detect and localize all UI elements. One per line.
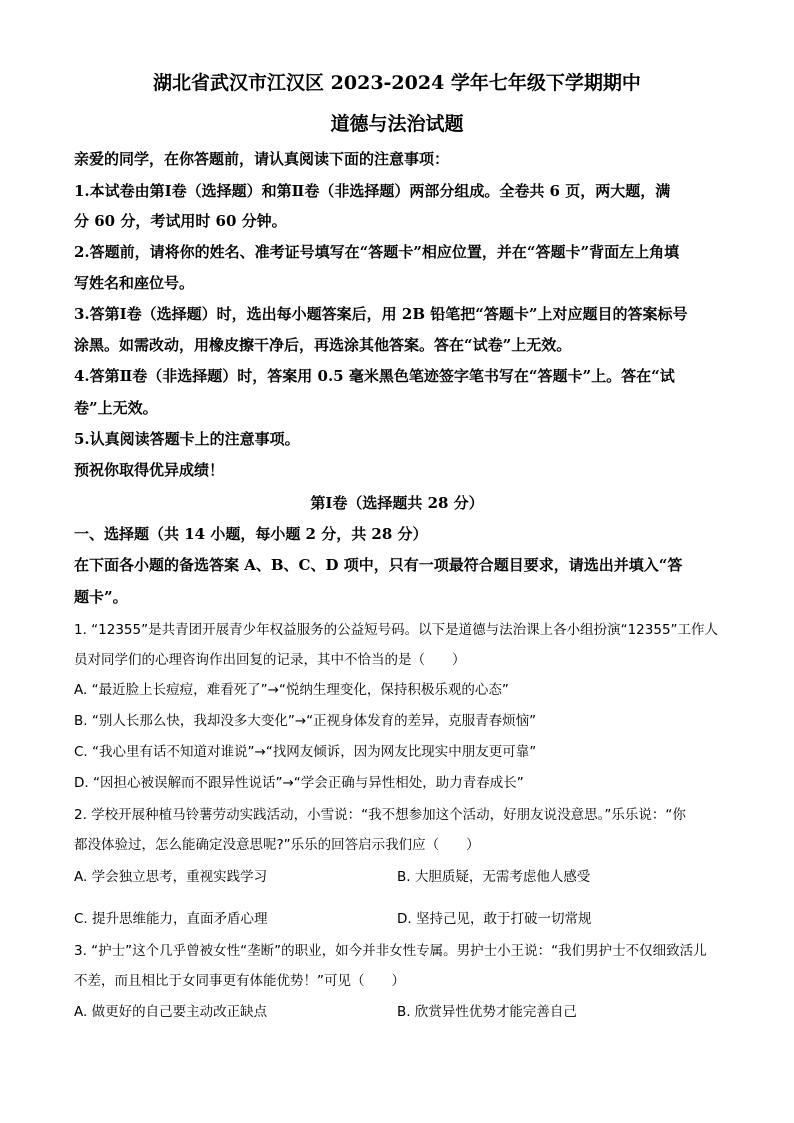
- notice-item-4a: 4.答第Ⅱ卷（非选择题）时，答案用 0.5 毫米黑色笔迹签字笔书写在“答题卡”上。答在“试: [74, 367, 675, 385]
- q2-option-c: C. 提升思维能力，直面矛盾心理: [74, 911, 268, 927]
- notice-item-1a: 1.本试卷由第Ⅰ卷（选择题）和第Ⅱ卷（非选择题）两部分组成。全卷共 6 页，两大题，满: [74, 182, 671, 200]
- q2-option-b: B. 大胆质疑，无需考虑他人感受: [397, 869, 591, 885]
- q2-option-d: D. 坚持己见，敢于打破一切常规: [397, 911, 592, 927]
- q1-stem-b: 员对同学们的心理咨询作出回复的记录，其中不恰当的是（ ）: [74, 652, 466, 668]
- exam-title: 湖北省武汉市江汉区 2023-2024 学年七年级下学期期中: [153, 72, 641, 94]
- q2-stem-b: 都没体验过，怎么能确定没意思呢?”乐乐的回答启示我们应（ ）: [74, 837, 480, 853]
- q3-option-a: A. 做更好的自己要主动改正缺点: [74, 1004, 268, 1020]
- part1-heading: 一、选择题（共 14 小题，每小题 2 分，共 28 分）: [74, 525, 428, 543]
- notice-intro: 亲爱的同学，在你答题前，请认真阅读下面的注意事项：: [74, 150, 450, 168]
- part1-instruction-b: 题卡”。: [74, 588, 128, 606]
- notice-wish: 预祝你取得优异成绩！: [74, 461, 225, 479]
- notice-item-5: 5.认真阅读答题卡上的注意事项。: [74, 430, 300, 448]
- q2-stem-a: 2. 学校开展种植马铃薯劳动实践活动，小雪说：“我不想参加这个活动，好朋友说没意思。”乐乐说：“你: [74, 807, 686, 823]
- q3-stem-b: 不差，而且相比于女同事更有体能优势！”可见（ ）: [74, 973, 405, 989]
- q1-option-a: A. “最近脸上长痘痘，难看死了”→“悦纳生理变化，保持积极乐观的心态”: [74, 682, 509, 698]
- notice-item-4b: 卷”上无效。: [74, 399, 158, 417]
- q1-option-c: C. “我心里有话不知道对谁说”→“找网友倾诉，因为网友比现实中朋友更可靠”: [74, 744, 537, 760]
- notice-item-3a: 3.答第Ⅰ卷（选择题）时，选出每小题答案后，用 2B 铅笔把“答题卡”上对应题目的答案标号: [74, 305, 688, 323]
- notice-item-3b: 涂黑。如需改动，用橡皮擦干净后，再选涂其他答案。答在“试卷”上无效。: [74, 336, 572, 354]
- part1-instruction-a: 在下面各小题的备选答案 A、B、C、D 项中，只有一项最符合题目要求，请选出并填入“答: [74, 556, 683, 574]
- q1-option-d: D. “因担心被误解而不跟异性说话”→“学会正确与异性相处，助力青春成长”: [74, 775, 524, 791]
- q1-option-b: B. “别人长那么快，我却没多大变化”→“正视身体发育的差异，克服青春烦恼”: [74, 713, 537, 729]
- notice-item-2a: 2.答题前，请将你的姓名、准考证号填写在“答题卡”相应位置，并在“答题卡”背面左上角填: [74, 243, 680, 261]
- q3-option-b: B. 欣赏异性优势才能完善自己: [397, 1004, 577, 1020]
- notice-item-1b: 分 60 分，考试用时 60 分钟。: [74, 212, 287, 230]
- q2-option-a: A. 学会独立思考，重视实践学习: [74, 869, 268, 885]
- q3-stem-a: 3. “护士”这个几乎曾被女性“垄断”的职业，如今并非女性专属。男护士小王说：“我们男护士不仅细致活儿: [74, 943, 707, 959]
- exam-subject-title: 道德与法治试题: [330, 113, 464, 135]
- notice-item-2b: 写姓名和座位号。: [74, 274, 195, 292]
- section-heading: 第Ⅰ卷（选择题共 28 分）: [310, 494, 484, 512]
- q1-stem-a: 1. “12355”是共青团开展青少年权益服务的公益短号码。以下是道德与法治课上各小组扮演“12355”工作人: [74, 622, 719, 638]
